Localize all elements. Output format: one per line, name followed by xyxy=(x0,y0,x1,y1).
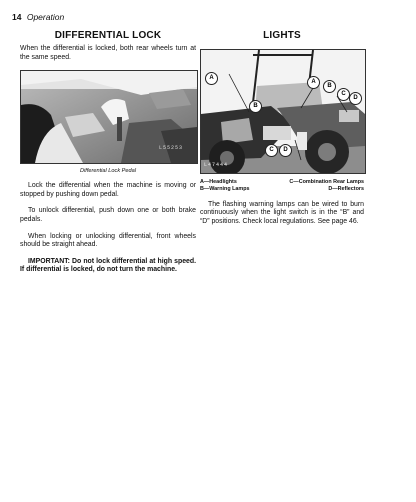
paragraph-warning-lamps: The flashing warning lamps can be wired to burn continuously when the light switch is in the “B” and “D” positions. Check local regulations. See page 46. xyxy=(200,200,364,225)
differential-intro: When the differential is locked, both rear wheels turn at the same speed. xyxy=(20,45,196,61)
lights-legend xyxy=(200,179,364,193)
photo-caption: Differential Lock Pedal xyxy=(80,168,136,175)
paragraph-unlock: To unlock differential, push down one or both brake pedals. xyxy=(20,207,196,223)
legend-reflectors: D—Reflectors xyxy=(328,185,364,192)
paragraph-wheels: When locking or unlocking differential, front wheels should be straight ahead. xyxy=(20,232,196,249)
callout-a-left: A xyxy=(205,72,218,85)
photo-code: L55253 xyxy=(159,145,184,152)
photo-code: L47444 xyxy=(204,162,229,168)
callout-b-right: B xyxy=(323,80,336,93)
tractor-lights-photo xyxy=(200,49,366,174)
callout-d-right: D xyxy=(349,92,362,105)
differential-lock-pedal-photo xyxy=(20,70,198,164)
legend-rear-lamps: C—Combination Rear Lamps xyxy=(289,179,364,185)
legend-right xyxy=(289,179,364,193)
callout-a-right: A xyxy=(307,76,320,89)
differential-lock-column xyxy=(20,30,196,283)
callout-c-right: C xyxy=(337,88,350,101)
paragraph-lock: Lock the differential when the machine is moving or stopped by pushing down pedal. xyxy=(20,182,196,198)
important-warning: IMPORTANT: Do not lock differential at high speed. If differential is locked, do not turn the machine. xyxy=(20,257,196,274)
lights-column xyxy=(200,30,364,234)
differential-lock-heading: DIFFERENTIAL LOCK xyxy=(54,30,162,41)
callout-c-left: C xyxy=(265,144,278,157)
callout-d-left: D xyxy=(279,144,292,157)
section-title: Operation xyxy=(26,12,65,22)
legend-warning-lamps: B—Warning Lamps xyxy=(200,185,250,192)
callout-b-left: B xyxy=(249,100,262,113)
legend-headlights: A—Headlights xyxy=(200,179,237,185)
legend-left xyxy=(200,179,250,193)
page-number: 14 xyxy=(12,12,22,22)
lights-heading: LIGHTS xyxy=(263,30,301,41)
page-header xyxy=(12,12,64,22)
